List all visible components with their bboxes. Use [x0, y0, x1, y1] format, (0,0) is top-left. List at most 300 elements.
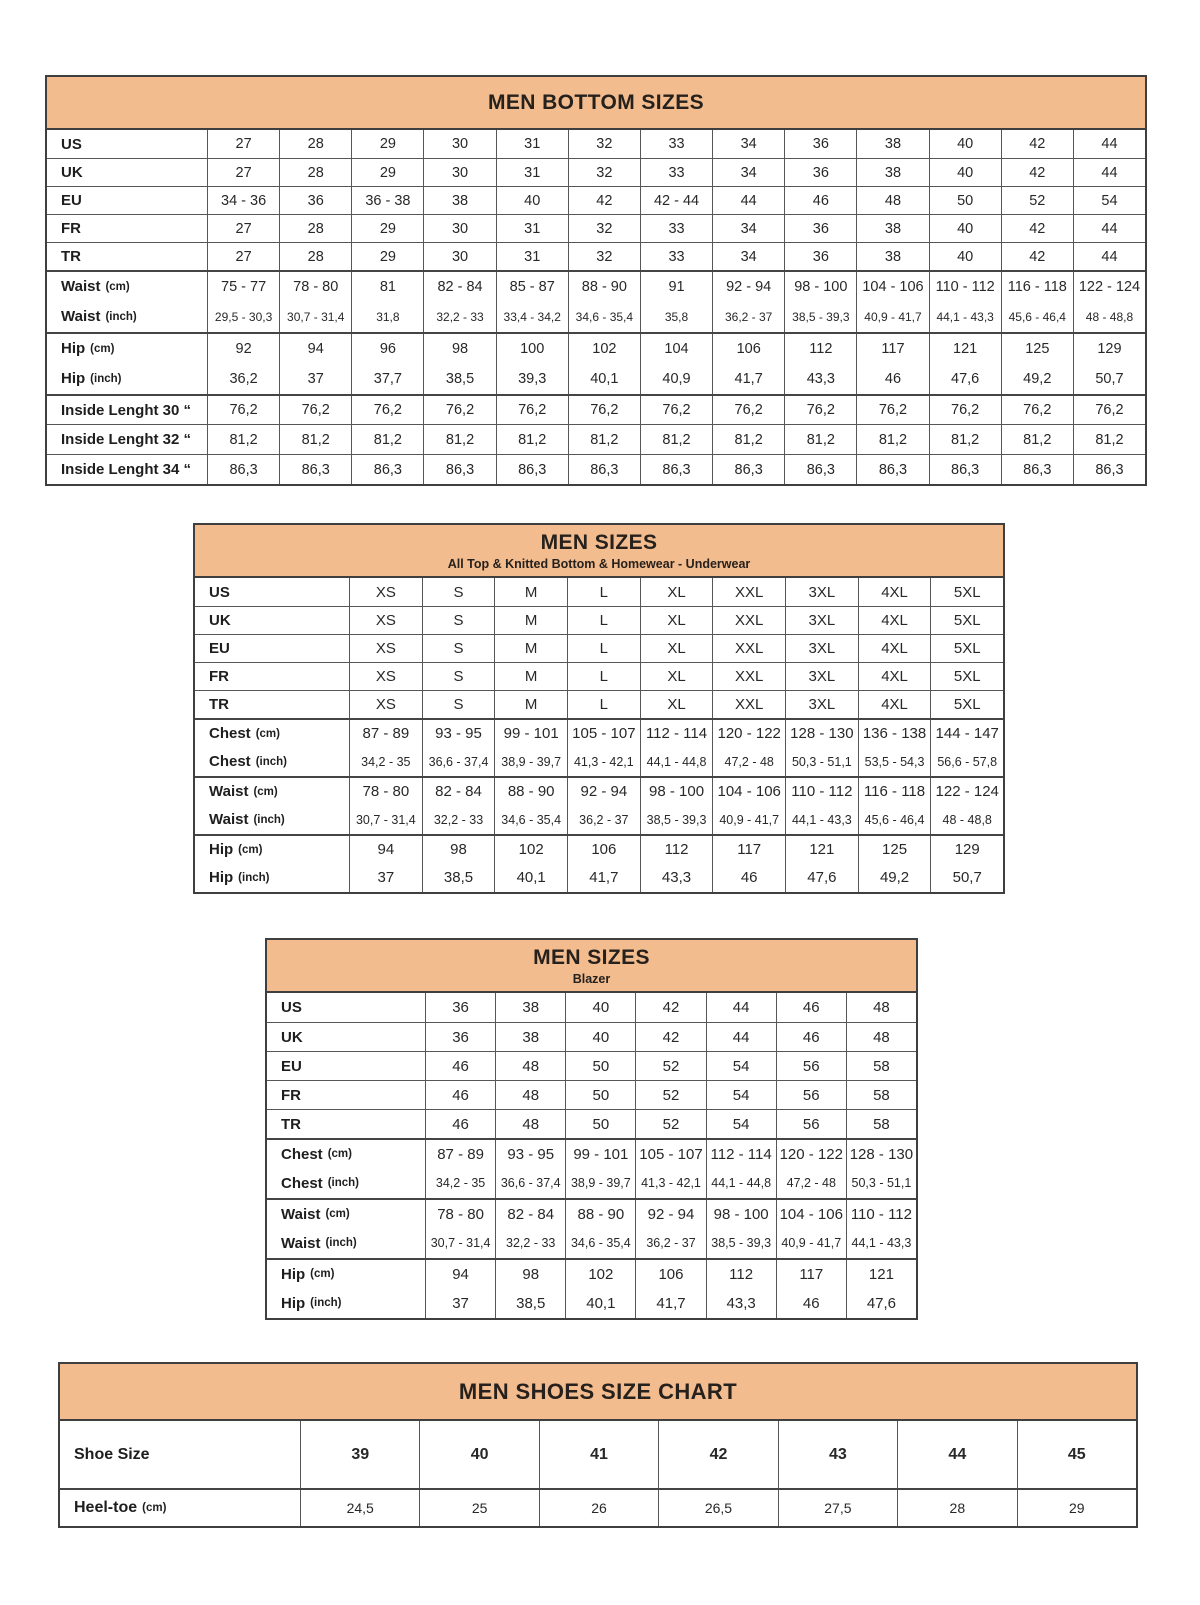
- size-cell: 44: [1073, 215, 1145, 242]
- size-cell: 27: [207, 130, 279, 158]
- size-cell: 45,6 - 46,4: [858, 805, 931, 834]
- table-row: [267, 1080, 916, 1109]
- size-cell: 38: [856, 130, 928, 158]
- size-cell: 31,8: [351, 301, 423, 332]
- row-label-text: Hip: [281, 1294, 306, 1312]
- size-cell: 36,6 - 37,4: [422, 747, 495, 776]
- size-cell: 81,2: [712, 425, 784, 454]
- row-label-unit: (inch): [327, 1177, 359, 1189]
- size-cell: XS: [349, 663, 422, 690]
- row-label: [60, 1421, 300, 1488]
- row-label: [47, 301, 207, 332]
- size-cell: 54: [706, 1110, 776, 1138]
- size-cell: 5XL: [930, 578, 1003, 606]
- table-title: MEN BOTTOM SIZES: [487, 90, 705, 114]
- size-cell: 86,3: [496, 455, 568, 484]
- row-label-text: TR: [61, 248, 81, 265]
- size-cell: 86,3: [640, 455, 712, 484]
- men-shoes-size-table: [58, 1362, 1138, 1528]
- size-cell: 47,6: [929, 363, 1001, 394]
- row-label-unit: (cm): [105, 280, 130, 293]
- row-label: [47, 272, 207, 301]
- size-cell: XL: [640, 607, 713, 634]
- size-cell: 81,2: [640, 425, 712, 454]
- size-cell: 76,2: [568, 396, 640, 424]
- size-cell: 36,6 - 37,4: [495, 1168, 565, 1198]
- size-cell: 30: [423, 215, 495, 242]
- size-cell: 93 - 95: [422, 720, 495, 747]
- row-label-text: Heel-toe: [74, 1499, 138, 1516]
- size-cell: 38,5: [423, 363, 495, 394]
- size-cell: 34,2 - 35: [425, 1168, 495, 1198]
- row-label-unit: (cm): [325, 1208, 350, 1220]
- size-cell: XXL: [712, 607, 785, 634]
- size-cell: 42: [1001, 130, 1073, 158]
- size-cell: XL: [640, 635, 713, 662]
- row-label-text: TR: [209, 696, 229, 713]
- size-cell: 56: [776, 1081, 846, 1109]
- size-cell: 125: [1001, 334, 1073, 363]
- size-cell: 52: [635, 1110, 705, 1138]
- size-cell: 94: [425, 1260, 495, 1288]
- size-cell: 81,2: [1073, 425, 1145, 454]
- row-label-text: Chest: [209, 725, 251, 742]
- size-cell: 50,3 - 51,1: [785, 747, 858, 776]
- men-bottom-sizes-table: [45, 75, 1147, 486]
- size-cell: 117: [712, 836, 785, 863]
- row-label: [267, 1081, 425, 1109]
- size-cell: 40: [496, 187, 568, 214]
- table-row: [195, 805, 1003, 834]
- size-cell: 81,2: [496, 425, 568, 454]
- size-cell: 29: [351, 130, 423, 158]
- row-label: [195, 720, 349, 747]
- size-cell: 38,5: [422, 863, 495, 892]
- size-cell: 86,3: [351, 455, 423, 484]
- size-cell: 56,6 - 57,8: [930, 747, 1003, 776]
- row-label: [47, 130, 207, 158]
- table-row: [195, 776, 1003, 805]
- size-cell: 40: [929, 159, 1001, 186]
- table-row: [47, 158, 1145, 186]
- row-label: [47, 159, 207, 186]
- size-cell: 82 - 84: [423, 272, 495, 301]
- table-title: MEN SIZES: [533, 945, 650, 969]
- table-row: [195, 718, 1003, 747]
- size-cell: 38: [856, 159, 928, 186]
- size-cell: 36 - 38: [351, 187, 423, 214]
- size-cell: S: [422, 607, 495, 634]
- size-cell: L: [567, 663, 640, 690]
- size-cell: 48: [495, 1052, 565, 1080]
- row-label: [267, 1110, 425, 1138]
- size-cell: 38,5 - 39,3: [784, 301, 856, 332]
- size-cell: 34,6 - 35,4: [568, 301, 640, 332]
- size-cell: L: [567, 691, 640, 718]
- row-label-text: FR: [209, 668, 229, 685]
- row-label-text: EU: [281, 1057, 302, 1075]
- size-cell: 98 - 100: [706, 1200, 776, 1228]
- size-cell: 116 - 118: [858, 778, 931, 805]
- size-cell: 98: [422, 836, 495, 863]
- size-cell: 86,3: [784, 455, 856, 484]
- table-row: [267, 1022, 916, 1051]
- men-sizes-blazer-table: [265, 938, 918, 1320]
- size-cell: 25: [419, 1490, 538, 1526]
- row-label: [267, 1023, 425, 1051]
- table-header: [60, 1364, 1136, 1421]
- size-cell: 44: [706, 993, 776, 1022]
- size-cell: 49,2: [1001, 363, 1073, 394]
- size-cell: 30,7 - 31,4: [349, 805, 422, 834]
- size-cell: 120 - 122: [776, 1140, 846, 1168]
- row-label-text: Hip: [209, 841, 234, 858]
- size-cell: 76,2: [856, 396, 928, 424]
- row-label-text: Inside Lenght 34 “: [61, 461, 192, 478]
- size-cell: 36: [784, 215, 856, 242]
- size-cell: 32: [568, 215, 640, 242]
- size-cell: 31: [496, 243, 568, 270]
- size-cell: 136 - 138: [858, 720, 931, 747]
- size-cell: 48: [846, 1023, 916, 1051]
- size-cell: 40: [565, 1023, 635, 1051]
- size-cell: 3XL: [785, 691, 858, 718]
- size-cell: 38,9 - 39,7: [565, 1168, 635, 1198]
- size-cell: 32,2 - 33: [423, 301, 495, 332]
- table-row: [47, 242, 1145, 270]
- size-cell: 129: [1073, 334, 1145, 363]
- size-cell: 78 - 80: [349, 778, 422, 805]
- size-cell: 38,5: [495, 1288, 565, 1318]
- table-row: [47, 186, 1145, 214]
- row-label-unit: (inch): [105, 310, 137, 323]
- row-label: [195, 836, 349, 863]
- size-cell: 42: [658, 1421, 777, 1488]
- size-cell: 43,3: [640, 863, 713, 892]
- row-label: [195, 805, 349, 834]
- size-cell: 76,2: [1001, 396, 1073, 424]
- row-label: [267, 1288, 425, 1318]
- size-cell: 104 - 106: [712, 778, 785, 805]
- size-cell: 40,1: [568, 363, 640, 394]
- row-label-text: US: [61, 135, 82, 153]
- size-cell: 56: [776, 1110, 846, 1138]
- size-cell: 99 - 101: [565, 1140, 635, 1168]
- size-cell: 32,2 - 33: [422, 805, 495, 834]
- row-label: [267, 1200, 425, 1228]
- size-cell: 34,2 - 35: [349, 747, 422, 776]
- size-cell: 34: [712, 159, 784, 186]
- size-cell: 44,1 - 44,8: [640, 747, 713, 776]
- size-cell: 3XL: [785, 607, 858, 634]
- size-cell: 106: [567, 836, 640, 863]
- row-label: [195, 747, 349, 776]
- size-cell: 58: [846, 1052, 916, 1080]
- size-cell: 29: [351, 243, 423, 270]
- row-label-unit: (cm): [327, 1148, 352, 1160]
- table-subtitle: All Top & Knitted Bottom & Homewear - Underwear: [447, 556, 751, 571]
- size-cell: 38: [495, 993, 565, 1022]
- size-cell: 100: [496, 334, 568, 363]
- size-cell: 105 - 107: [635, 1140, 705, 1168]
- table-row: [195, 747, 1003, 776]
- size-cell: 86,3: [568, 455, 640, 484]
- table-row: [267, 1051, 916, 1080]
- size-cell: 102: [565, 1260, 635, 1288]
- row-label: [60, 1490, 300, 1526]
- size-cell: 30: [423, 159, 495, 186]
- size-cell: 30,7 - 31,4: [279, 301, 351, 332]
- size-cell: 42: [1001, 159, 1073, 186]
- size-cell: 110 - 112: [846, 1200, 916, 1228]
- size-cell: 33: [640, 130, 712, 158]
- row-label-text: Hip: [209, 869, 234, 886]
- table-row: [195, 606, 1003, 634]
- size-cell: 128 - 130: [846, 1140, 916, 1168]
- row-label: [47, 363, 207, 394]
- table-row: [195, 634, 1003, 662]
- row-label: [47, 334, 207, 363]
- size-cell: 43,3: [784, 363, 856, 394]
- row-label: [267, 1140, 425, 1168]
- table-row: [267, 1198, 916, 1228]
- size-cell: S: [422, 578, 495, 606]
- size-cell: 27: [207, 243, 279, 270]
- size-cell: 42: [1001, 243, 1073, 270]
- size-cell: 106: [712, 334, 784, 363]
- size-cell: 128 - 130: [785, 720, 858, 747]
- size-cell: 50,3 - 51,1: [846, 1168, 916, 1198]
- size-cell: 36: [425, 993, 495, 1022]
- size-cell: 37: [349, 863, 422, 892]
- row-label-text: Shoe Size: [74, 1445, 150, 1463]
- size-cell: 4XL: [858, 635, 931, 662]
- table-row: [267, 1288, 916, 1318]
- size-cell: 44,1 - 44,8: [706, 1168, 776, 1198]
- row-label: [195, 578, 349, 606]
- size-cell: 81,2: [351, 425, 423, 454]
- size-cell: 38,5 - 39,3: [640, 805, 713, 834]
- size-cell: L: [567, 635, 640, 662]
- size-cell: 41,7: [567, 863, 640, 892]
- size-cell: 27: [207, 159, 279, 186]
- size-cell: 129: [930, 836, 1003, 863]
- size-cell: 81,2: [423, 425, 495, 454]
- size-cell: 121: [846, 1260, 916, 1288]
- size-cell: 31: [496, 130, 568, 158]
- size-cell: 105 - 107: [567, 720, 640, 747]
- table-header: [267, 940, 916, 993]
- table-subtitle: Blazer: [572, 971, 611, 986]
- row-label-text: EU: [209, 640, 230, 657]
- size-cell: 36,2 - 37: [712, 301, 784, 332]
- size-cell: 40: [419, 1421, 538, 1488]
- size-cell: 38,9 - 39,7: [494, 747, 567, 776]
- size-cell: 35,8: [640, 301, 712, 332]
- size-cell: 46: [776, 1023, 846, 1051]
- size-cell: M: [494, 691, 567, 718]
- size-cell: XXL: [712, 663, 785, 690]
- table-row: [267, 1109, 916, 1138]
- size-cell: 88 - 90: [565, 1200, 635, 1228]
- size-cell: 104 - 106: [776, 1200, 846, 1228]
- row-label: [267, 1228, 425, 1258]
- size-cell: 81,2: [568, 425, 640, 454]
- size-cell: 81,2: [1001, 425, 1073, 454]
- size-cell: 36: [784, 159, 856, 186]
- table-row: [195, 662, 1003, 690]
- row-label-unit: (cm): [142, 1502, 167, 1514]
- size-cell: 121: [929, 334, 1001, 363]
- size-cell: 30: [423, 130, 495, 158]
- size-cell: 40,9: [640, 363, 712, 394]
- size-cell: 40,9 - 41,7: [856, 301, 928, 332]
- row-label: [195, 691, 349, 718]
- size-cell: 47,2 - 48: [776, 1168, 846, 1198]
- size-cell: 58: [846, 1081, 916, 1109]
- size-cell: 46: [712, 863, 785, 892]
- size-cell: 3XL: [785, 635, 858, 662]
- size-cell: 38: [856, 243, 928, 270]
- size-cell: 54: [706, 1052, 776, 1080]
- size-cell: 98: [423, 334, 495, 363]
- size-cell: 38: [856, 215, 928, 242]
- row-label-text: UK: [61, 164, 83, 181]
- size-cell: 81: [351, 272, 423, 301]
- size-cell: 58: [846, 1110, 916, 1138]
- size-cell: 30: [423, 243, 495, 270]
- size-cell: 112 - 114: [640, 720, 713, 747]
- size-cell: S: [422, 663, 495, 690]
- size-cell: 86,3: [207, 455, 279, 484]
- row-label: [47, 243, 207, 270]
- row-label-text: Waist: [209, 811, 249, 828]
- size-cell: 122 - 124: [930, 778, 1003, 805]
- row-label-text: Waist: [281, 1205, 321, 1223]
- size-cell: 76,2: [207, 396, 279, 424]
- row-label: [47, 396, 207, 424]
- size-cell: 40,9 - 41,7: [712, 805, 785, 834]
- size-cell: 36: [784, 243, 856, 270]
- size-cell: 94: [349, 836, 422, 863]
- size-cell: 48: [856, 187, 928, 214]
- size-cell: 40: [929, 215, 1001, 242]
- size-cell: 50,7: [1073, 363, 1145, 394]
- size-cell: 28: [279, 130, 351, 158]
- size-cell: 76,2: [423, 396, 495, 424]
- size-cell: 46: [776, 993, 846, 1022]
- table-row: [195, 690, 1003, 718]
- size-cell: 47,6: [846, 1288, 916, 1318]
- row-label-text: Inside Lenght 32 “: [61, 431, 192, 448]
- size-cell: 76,2: [496, 396, 568, 424]
- size-cell: 48: [846, 993, 916, 1022]
- size-cell: 24,5: [300, 1490, 419, 1526]
- size-cell: 86,3: [279, 455, 351, 484]
- size-cell: 36: [425, 1023, 495, 1051]
- row-label-unit: (inch): [325, 1237, 357, 1249]
- table-row: [195, 863, 1003, 892]
- table-header: [195, 525, 1003, 578]
- table-row: [60, 1488, 1136, 1526]
- size-cell: 44,1 - 43,3: [929, 301, 1001, 332]
- row-label-text: Hip: [61, 340, 86, 357]
- size-cell: 81,2: [207, 425, 279, 454]
- size-cell: 39: [300, 1421, 419, 1488]
- size-cell: XXL: [712, 691, 785, 718]
- size-cell: 50: [565, 1110, 635, 1138]
- size-cell: 121: [785, 836, 858, 863]
- row-label: [267, 1052, 425, 1080]
- size-cell: 112: [706, 1260, 776, 1288]
- size-cell: 94: [279, 334, 351, 363]
- size-cell: 36: [784, 130, 856, 158]
- size-cell: 78 - 80: [279, 272, 351, 301]
- size-cell: XS: [349, 607, 422, 634]
- row-label-text: Waist: [281, 1234, 321, 1252]
- size-cell: 5XL: [930, 663, 1003, 690]
- size-cell: 104 - 106: [856, 272, 928, 301]
- row-label-text: Chest: [281, 1145, 323, 1163]
- size-cell: 112: [640, 836, 713, 863]
- size-cell: 40,9 - 41,7: [776, 1228, 846, 1258]
- row-label-unit: (cm): [253, 785, 278, 798]
- size-cell: 76,2: [929, 396, 1001, 424]
- row-label-text: Waist: [61, 278, 101, 295]
- size-cell: 76,2: [784, 396, 856, 424]
- size-cell: 48: [495, 1110, 565, 1138]
- size-cell: 54: [706, 1081, 776, 1109]
- size-cell: 42: [568, 187, 640, 214]
- size-cell: S: [422, 691, 495, 718]
- table-row: [60, 1421, 1136, 1488]
- size-cell: XXL: [712, 578, 785, 606]
- row-label-unit: (inch): [310, 1297, 342, 1309]
- size-cell: 31: [496, 215, 568, 242]
- size-cell: 102: [494, 836, 567, 863]
- size-cell: 91: [640, 272, 712, 301]
- size-cell: 41,3 - 42,1: [635, 1168, 705, 1198]
- size-cell: 82 - 84: [422, 778, 495, 805]
- size-cell: 98 - 100: [640, 778, 713, 805]
- size-cell: 92 - 94: [635, 1200, 705, 1228]
- size-cell: 40,1: [494, 863, 567, 892]
- row-label-text: FR: [61, 220, 81, 237]
- size-cell: 49,2: [858, 863, 931, 892]
- row-label-unit: (cm): [238, 843, 263, 856]
- row-label-unit: (cm): [90, 342, 115, 355]
- size-cell: 32: [568, 130, 640, 158]
- size-cell: 50: [929, 187, 1001, 214]
- row-label-text: Chest: [281, 1174, 323, 1192]
- size-cell: 34: [712, 215, 784, 242]
- size-cell: 46: [776, 1288, 846, 1318]
- size-cell: 75 - 77: [207, 272, 279, 301]
- size-cell: XS: [349, 691, 422, 718]
- size-cell: 48 - 48,8: [1073, 301, 1145, 332]
- size-cell: 81,2: [279, 425, 351, 454]
- size-cell: 41,3 - 42,1: [567, 747, 640, 776]
- size-cell: 52: [635, 1052, 705, 1080]
- size-cell: 28: [897, 1490, 1016, 1526]
- size-cell: 28: [279, 159, 351, 186]
- size-cell: 44,1 - 43,3: [846, 1228, 916, 1258]
- size-cell: 46: [856, 363, 928, 394]
- table-header: [47, 77, 1145, 130]
- size-cell: XS: [349, 635, 422, 662]
- size-cell: 34,6 - 35,4: [565, 1228, 635, 1258]
- row-label-unit: (inch): [238, 871, 270, 884]
